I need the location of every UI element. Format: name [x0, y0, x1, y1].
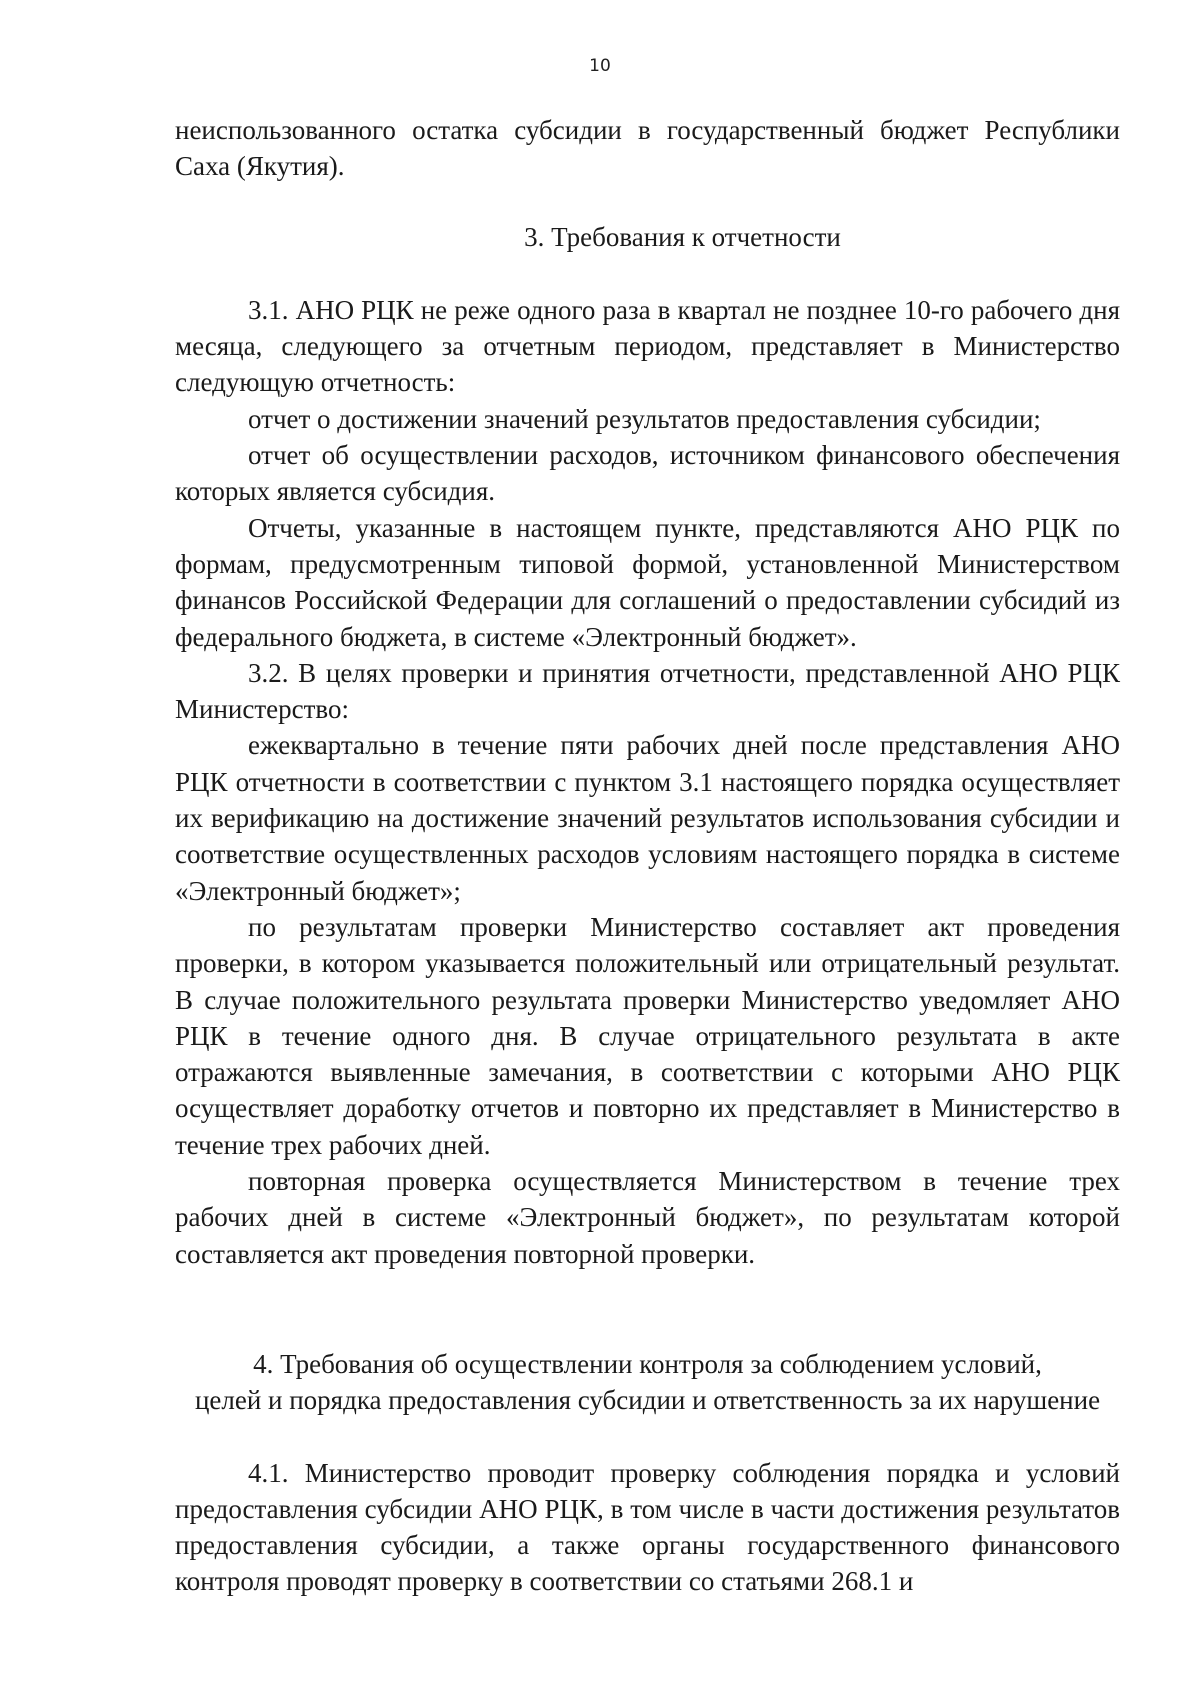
page-number: 10 — [589, 56, 611, 76]
document-body — [175, 112, 1120, 1600]
section-4-heading-line-1: 4. Требования об осуществлении контроля за соблюдением условий, — [253, 1348, 1042, 1379]
paragraph-3-2-item-a: ежеквартально в течение пяти рабочих дней после представления АНО РЦК отчетности в соответствии с пунктом 3.1 настоящего порядка осуществляет их верификацию на достижение значений результатов использования субсидии и соответствие осуществленных расходов условиям настоящего порядка в системе «Электронный бюджет»; — [175, 730, 1120, 906]
paragraph-4-1: 4.1. Министерство проводит проверку соблюдения порядка и условий предоставления субсидии АНО РЦК, в том числе в части достижения результатов предоставления субсидии, а также органы государственного финансового контроля проводят проверку в соответствии со статьями 268.1 и — [175, 1457, 1120, 1597]
paragraph-3-1: 3.1. АНО РЦК не реже одного раза в квартал не позднее 10-го рабочего дня месяца, следующего за отчетным периодом, представляет в Министерство следующую отчетность: — [175, 294, 1120, 398]
paragraph-3-1-item-b: отчет об осуществлении расходов, источником финансового обеспечения которых является субсидия. — [175, 440, 1120, 507]
paragraph-3-1-item-a: отчет о достижении значений результатов предоставления субсидии; — [248, 403, 1041, 434]
section-4-heading — [175, 1346, 1120, 1419]
paragraph-continuation: неиспользованного остатка субсидии в государственный бюджет Республики Саха (Якутия). — [175, 115, 1120, 182]
paragraph-3-2: 3.2. В целях проверки и принятия отчетности, представленной АНО РЦК Министерство: — [175, 657, 1120, 725]
section-3-heading: 3. Требования к отчетности — [524, 221, 841, 252]
paragraph-3-2-item-b: по результатам проверки Министерство составляет акт проведения проверки, в котором указывается положительный или отрицательный результат. В случае положительного результата проверки Министерство уведомляет АНО РЦК в течение одного дня. В случае отрицательного результата в акте отражаются выявленные замечания, в соответствии с которыми АНО РЦК осуществляет доработку отчетов и повторно их представляет в Министерство в течение трех рабочих дней. — [175, 911, 1120, 1160]
paragraph-3-1-forms: Отчеты, указанные в настоящем пункте, представляются АНО РЦК по формам, предусмотренным типовой формой, установленной Министерством финансов Российской Федерации для соглашений о предоставлении субсидий из федерального бюджета, в системе «Электронный бюджет». — [175, 512, 1120, 652]
section-4-heading-line-2: целей и порядка предоставления субсидии и ответственность за их нарушение — [194, 1385, 1101, 1416]
paragraph-3-2-item-c: повторная проверка осуществляется Министерством в течение трех рабочих дней в системе «Электронный бюджет», по результатам которой составляется акт проведения повторной проверки. — [175, 1166, 1120, 1269]
